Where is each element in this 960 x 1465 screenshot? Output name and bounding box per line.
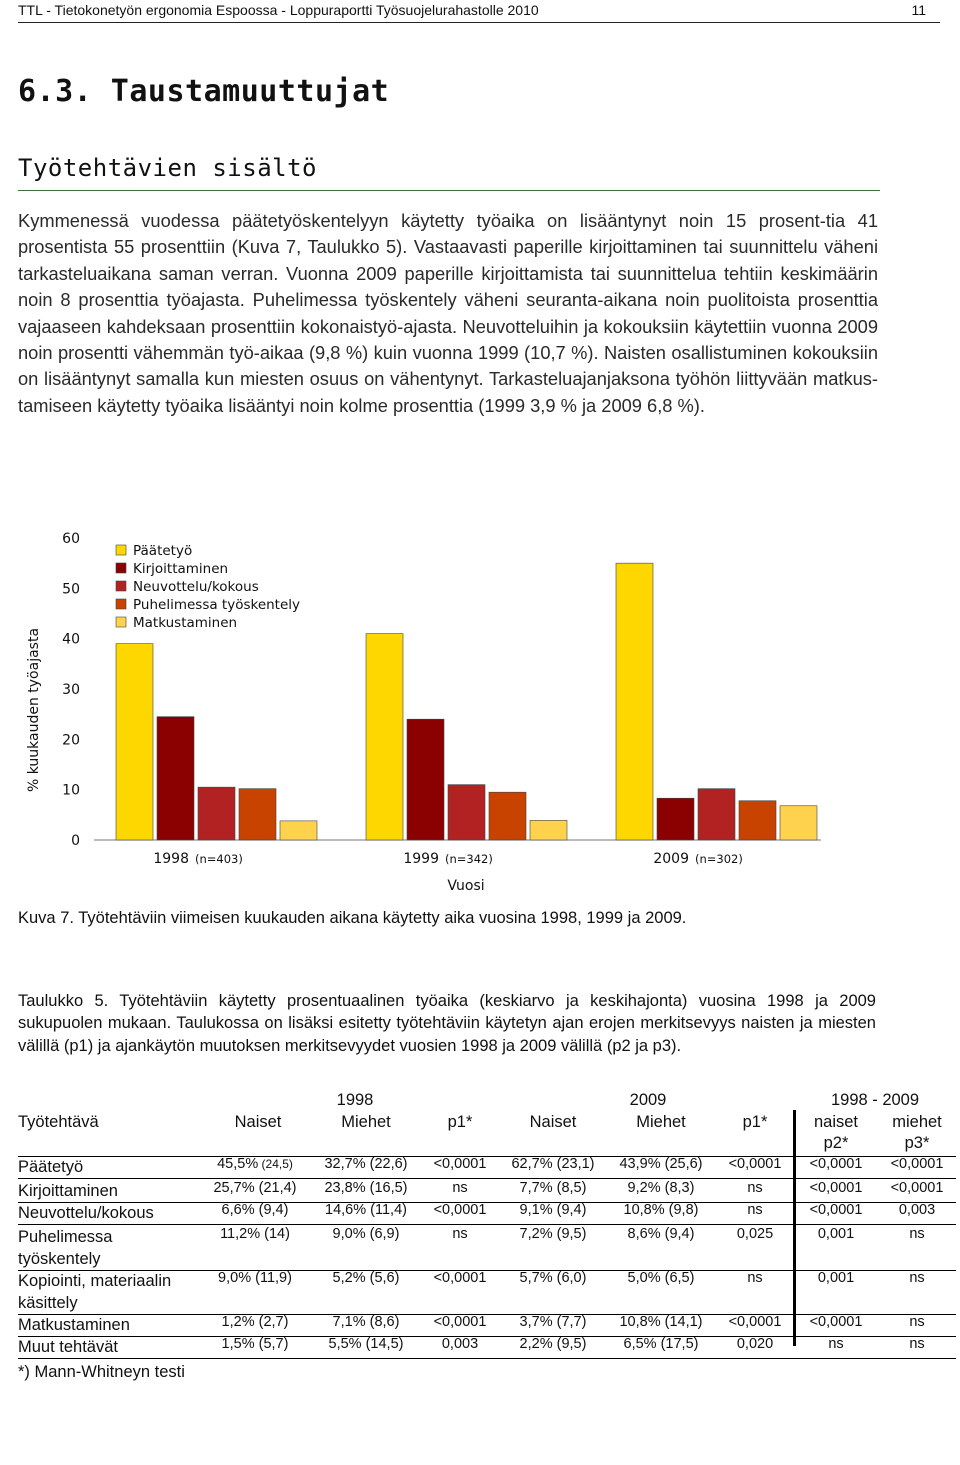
col-p2: p2*: [823, 1134, 849, 1152]
row-rule: [18, 1178, 956, 1179]
col-task: Työtehtävä: [18, 1113, 99, 1131]
row-task: Neuvottelu/kokous: [18, 1204, 154, 1222]
cell-miehet-2009: 8,6% (9,4): [627, 1226, 695, 1242]
legend-label: Kirjoittaminen: [133, 561, 229, 577]
cell-miehet-1998: 5,2% (5,6): [332, 1270, 400, 1286]
cell-miehet-1998: 32,7% (22,6): [324, 1156, 408, 1172]
row-task: Päätetyö: [18, 1158, 84, 1176]
cell-miehet-1998: 9,0% (6,9): [332, 1226, 400, 1242]
legend-label: Neuvottelu/kokous: [133, 579, 259, 595]
cell-p1-1998: ns: [452, 1226, 468, 1242]
legend-label: Puhelimessa työskentely: [133, 597, 301, 613]
row-task: Muut tehtävät: [18, 1338, 118, 1356]
y-axis-ticks: [62, 531, 80, 849]
header-2009: 2009: [629, 1091, 667, 1109]
bar: [739, 801, 776, 840]
x-tick-label: 1999: [403, 851, 439, 867]
row-rule: [18, 1224, 956, 1225]
col-naiset-1998: Naiset: [234, 1113, 282, 1131]
legend-swatch: [116, 617, 126, 627]
row-rule: [18, 1358, 956, 1359]
row-rule: [18, 1270, 956, 1271]
figure-caption: Kuva 7. Työtehtäviin viimeisen kuukauden aikana käytetty aika vuosina 1998, 1999 ja 2009.: [18, 909, 687, 927]
cell-p1-1998: <0,0001: [433, 1156, 487, 1172]
cell-naiset-1998: 45,5% (24,5): [217, 1156, 293, 1172]
bar: [407, 719, 444, 840]
cell-p2: <0,0001: [809, 1314, 863, 1330]
page-number: 11: [911, 2, 926, 18]
cell-miehet-2009: 10,8% (14,1): [619, 1314, 703, 1330]
row-task: työskentely: [18, 1250, 101, 1268]
cell-miehet-1998: 23,8% (16,5): [324, 1180, 408, 1196]
bar: [698, 789, 735, 840]
cell-p1-2009: ns: [747, 1202, 763, 1218]
footnote: *) Mann-Whitneyn testi: [18, 1363, 185, 1381]
cell-naiset-2009: 2,2% (9,5): [519, 1336, 587, 1352]
col-miehet-2009: Miehet: [636, 1113, 686, 1131]
row-rule: [18, 1336, 956, 1337]
bar: [780, 806, 817, 840]
cell-p1-2009: <0,0001: [728, 1156, 782, 1172]
y-tick-label: 60: [62, 531, 80, 547]
row-task: Puhelimessa: [18, 1228, 113, 1246]
cell-p1-1998: <0,0001: [433, 1314, 487, 1330]
cell-p3: ns: [909, 1336, 925, 1352]
cell-p1-2009: ns: [747, 1270, 763, 1286]
cell-miehet-2009: 6,5% (17,5): [623, 1336, 699, 1352]
legend-swatch: [116, 545, 126, 555]
bar: [280, 821, 317, 840]
col-naiset-2009: Naiset: [529, 1113, 577, 1131]
row-task: Kopiointi, materiaalin: [18, 1272, 172, 1290]
cell-miehet-1998: 14,6% (11,4): [325, 1202, 407, 1218]
y-tick-label: 20: [62, 732, 80, 749]
bar: [448, 785, 485, 840]
cell-naiset-1998: 1,2% (2,7): [221, 1314, 289, 1330]
bar: [366, 634, 403, 840]
row-task: Kirjoittaminen: [18, 1182, 118, 1200]
cell-naiset-1998: 6,6% (9,4): [221, 1202, 289, 1218]
col-naiset-change: naiset: [813, 1113, 859, 1131]
bar: [489, 792, 526, 840]
x-axis-label: Vuosi: [447, 878, 485, 894]
subsection-rule: [18, 190, 880, 191]
bar: [530, 820, 567, 840]
cell-p1-1998: ns: [452, 1180, 468, 1196]
legend-swatch: [116, 563, 126, 573]
cell-p1-1998: <0,0001: [433, 1202, 487, 1218]
col-miehet-change: miehet: [892, 1113, 942, 1131]
cell-p1-1998: 0,003: [441, 1336, 479, 1352]
cell-naiset-1998: 25,7% (21,4): [213, 1180, 297, 1196]
cell-p3: ns: [909, 1270, 925, 1286]
cell-p1-2009: <0,0001: [728, 1314, 782, 1330]
row-task: Matkustaminen: [18, 1316, 130, 1334]
cell-p3: <0,0001: [890, 1156, 944, 1172]
bar: [239, 789, 276, 840]
x-tick-sample-size: (n=403): [195, 852, 243, 866]
x-tick-label: 1998: [153, 851, 189, 867]
bar: [657, 798, 694, 840]
body-paragraph: Kymmenessä vuodessa päätetyöskentelyyn käytetty työaika on lisääntynyt noin 15 prosent-tia 41 prosentista 55 prosenttiin (Kuva 7, Taulukko 5). Vastaavasti paperille kirjoittaminen tai suunnittelu väheni tarkasteluaikana saman verran. Vuonna 2009 paperille kirjoittamista tai suunnittelua tehtiin keskimäärin noin 8 prosenttia työajasta. Puhelimessa työskentely väheni seuranta-aikana noin puolitoista prosenttia vajaaseen kahdeksaan prosenttiin kokonaistyö-ajasta. Neuvotteluihin ja kokouksiin käytettiin vuonna 2009 noin prosentti vähemmän työ-aikaa (9,8 %) kuin vuonna 1999 (10,7 %). Naisten osallistuminen kokouksiin on lisääntynyt samalla kun miesten osuus on vähentynyt. Tarkasteluajanjaksona työhön liittyvään matkus-tamiseen käytetty työaika lisääntyi noin kolme prosenttia (1999 3,9 % ja 2009 6,8 %).: [18, 210, 878, 416]
y-tick-label: 10: [62, 782, 80, 799]
col-p1-1998: p1*: [447, 1113, 473, 1131]
cell-naiset-2009: 7,2% (9,5): [519, 1226, 587, 1242]
subsection-title: Työtehtävien sisältö: [18, 154, 317, 182]
cell-naiset-2009: 62,7% (23,1): [511, 1156, 595, 1172]
cell-p3: ns: [909, 1226, 925, 1242]
header-range: 1998 - 2009: [830, 1091, 920, 1109]
y-tick-label: 40: [62, 631, 80, 648]
cell-p2: <0,0001: [809, 1180, 863, 1196]
cell-p2: <0,0001: [809, 1156, 863, 1172]
cell-naiset-2009: 5,7% (6,0): [519, 1270, 587, 1286]
legend-label: Päätetyö: [133, 543, 193, 559]
bar: [616, 563, 653, 840]
cell-miehet-2009: 43,9% (25,6): [619, 1156, 703, 1172]
cell-naiset-2009: 3,7% (7,7): [519, 1314, 587, 1330]
header-title: TTL - Tietokonetyön ergonomia Espoossa - Loppuraportti Työsuojelurahastolle 2010: [18, 2, 539, 18]
cell-naiset-1998: 1,5% (5,7): [221, 1336, 289, 1352]
y-tick-label: 0: [71, 833, 80, 849]
cell-p3: 0,003: [898, 1202, 936, 1218]
x-tick-sample-size: (n=342): [445, 852, 493, 866]
y-axis-label: % kuukauden työajasta: [26, 627, 42, 793]
cell-p1-2009: ns: [747, 1180, 763, 1196]
header-1998: 1998: [336, 1091, 374, 1109]
section-title: 6.3. Taustamuuttujat: [18, 74, 390, 109]
x-axis-categories: [153, 851, 743, 867]
cell-p3: ns: [909, 1314, 925, 1330]
cell-naiset-2009: 9,1% (9,4): [519, 1202, 587, 1218]
row-task: käsittely: [18, 1294, 78, 1312]
cell-miehet-2009: 5,0% (6,5): [627, 1270, 695, 1286]
cell-naiset-1998-sd: (24,5): [258, 1157, 293, 1171]
cell-miehet-1998: 5,5% (14,5): [328, 1336, 404, 1352]
cell-p2: ns: [828, 1336, 844, 1352]
bar-chart: [16, 520, 836, 900]
cell-miehet-1998: 7,1% (8,6): [332, 1314, 400, 1330]
table-divider: [793, 1110, 796, 1346]
cell-miehet-2009: 10,8% (9,8): [623, 1202, 699, 1218]
cell-naiset-1998: 11,2% (14): [220, 1226, 290, 1242]
bar: [157, 717, 194, 840]
x-tick-sample-size: (n=302): [695, 852, 743, 866]
bar: [198, 787, 235, 840]
chart-legend: [116, 543, 300, 631]
y-tick-label: 50: [62, 581, 80, 598]
col-miehet-1998: Miehet: [341, 1113, 391, 1131]
cell-p2: 0,001: [817, 1270, 855, 1286]
table-caption: Taulukko 5. Työtehtäviin käytetty prosentuaalinen työaika (keskiarvo ja keskihajonta) vuosina 1998 ja 2009 sukupuolen mukaan. Taulukossa on lisäksi esitetty työtehtäviin käytetyn ajan erojen merkitsevyys naisten ja miesten välillä (p1) ja ajankäytön muutoksen merkitsevyydet vuosien 1998 ja 2009 välillä (p2 ja p3).: [18, 992, 876, 1055]
cell-naiset-2009: 7,7% (8,5): [519, 1180, 587, 1196]
cell-p1-1998: <0,0001: [433, 1270, 487, 1286]
cell-miehet-2009: 9,2% (8,3): [627, 1180, 695, 1196]
col-p3: p3*: [904, 1134, 930, 1152]
legend-swatch: [116, 581, 126, 591]
page-header: [18, 0, 940, 23]
legend-label: Matkustaminen: [133, 615, 238, 631]
x-tick-label: 2009: [653, 851, 689, 867]
cell-p3: <0,0001: [890, 1180, 944, 1196]
cell-p2: <0,0001: [809, 1202, 863, 1218]
col-p1-2009: p1*: [742, 1113, 768, 1131]
legend-swatch: [116, 599, 126, 609]
cell-naiset-1998: 9,0% (11,9): [218, 1270, 292, 1286]
bar: [116, 644, 153, 840]
cell-p1-2009: 0,025: [736, 1226, 774, 1242]
cell-p1-2009: 0,020: [736, 1336, 774, 1352]
cell-p2: 0,001: [817, 1226, 855, 1242]
y-tick-label: 30: [62, 682, 80, 698]
